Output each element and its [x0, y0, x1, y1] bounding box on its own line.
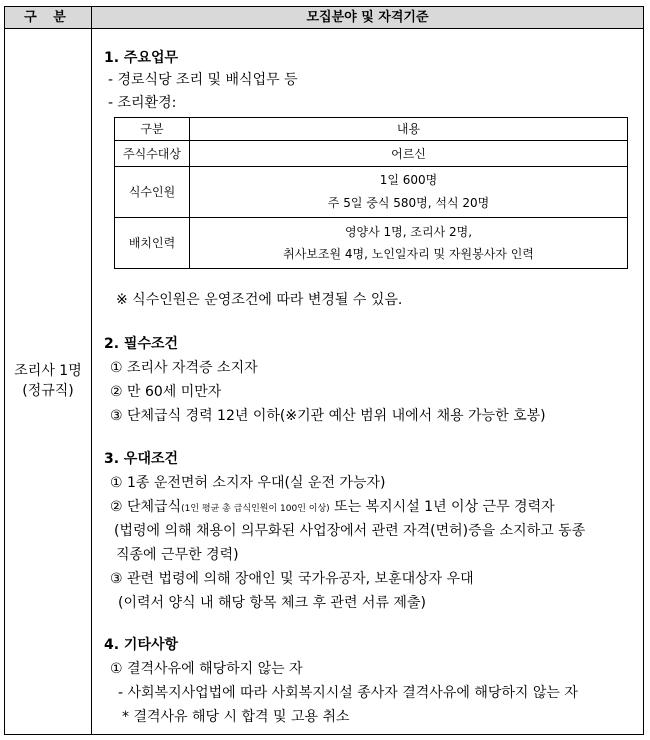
section3-item1: ① 1종 운전면허 소지자 우대(실 운전 가능자) [110, 475, 386, 491]
criteria-cell [92, 29, 643, 734]
recruitment-table [4, 6, 644, 735]
row-content-line: 영양사 1명, 조리사 2명, [344, 225, 473, 239]
section3-item2-line3: 직종에 근무한 경력) [116, 547, 239, 563]
section3-item3-line2: (이력서 양식 내 해당 항목 체크 후 관련 서류 제출) [118, 595, 426, 611]
section3-item2 [110, 496, 555, 516]
section2-item: ③ 단체급식 경력 12년 이하(※기관 예산 범위 내에서 채용 가능한 호봉) [110, 408, 546, 424]
section4-item1: ① 결격사유에 해당하지 않는 자 [110, 661, 303, 677]
table-head-label: 구분 [115, 118, 190, 141]
header-category: 구 분 [5, 7, 92, 28]
section4-item2: - 사회복지사업법에 따라 사회복지시설 종사자 결격사유에 해당하지 않는 자 [118, 685, 578, 701]
table-head-content: 내용 [190, 118, 628, 141]
position-type: (정규직) [22, 383, 74, 399]
row-content [190, 167, 628, 218]
category-cell [5, 29, 92, 734]
section3-item2-text: 또는 복지시설 1년 이상 근무 경력자 [329, 499, 555, 515]
table-header [5, 7, 643, 29]
table-row [115, 218, 628, 269]
section1-title: 1. 주요업무 [104, 50, 179, 66]
section3-item2-line2: (법령에 의해 채용이 의무화된 사업장에서 관련 자격(면허)증을 소지하고 동종 [114, 523, 586, 539]
section3-item2-text: ② 단체급식 [110, 499, 182, 515]
row-content: 어르신 [190, 141, 628, 167]
section4-title: 4. 기타사항 [104, 637, 179, 653]
section2-item: ① 조리사 자격증 소지자 [110, 360, 258, 376]
section3-item3: ③ 관련 법령에 의해 장애인 및 국가유공자, 보훈대상자 우대 [110, 571, 474, 587]
row-content-line: 취사보조원 4명, 노인일자리 및 자원봉사자 인력 [283, 247, 534, 261]
row-content [190, 218, 628, 269]
row-content-line: 주 5일 중식 580명, 석식 20명 [327, 196, 490, 210]
position-label [5, 361, 91, 401]
header-criteria: 모집분야 및 자격기준 [306, 10, 429, 25]
section1-item2: - 조리환경: [108, 95, 177, 111]
row-label: 식수인원 [115, 167, 190, 218]
row-content-line: 1일 600명 [379, 173, 438, 187]
section3-item2-note: (1인 평균 총 급식인원이 100인 이상) [181, 504, 330, 514]
table-row [115, 167, 628, 218]
section3-title: 3. 우대조건 [104, 451, 179, 467]
section2-item: ② 만 60세 미만자 [110, 384, 222, 400]
row-label: 배치인력 [115, 218, 190, 269]
cooking-environment-table [114, 117, 628, 269]
section1-item1: - 경로식당 조리 및 배식업무 등 [108, 72, 298, 88]
table-row [115, 118, 628, 141]
section4-item3: * 결격사유 해당 시 합격 및 고용 취소 [122, 709, 350, 725]
table-row [115, 141, 628, 167]
position-title: 조리사 1명 [14, 363, 82, 379]
section2-title: 2. 필수조건 [104, 336, 179, 352]
row-label: 주식수대상 [115, 141, 190, 167]
section1-note: ※ 식수인원은 운영조건에 따라 변경될 수 있음. [116, 292, 403, 308]
